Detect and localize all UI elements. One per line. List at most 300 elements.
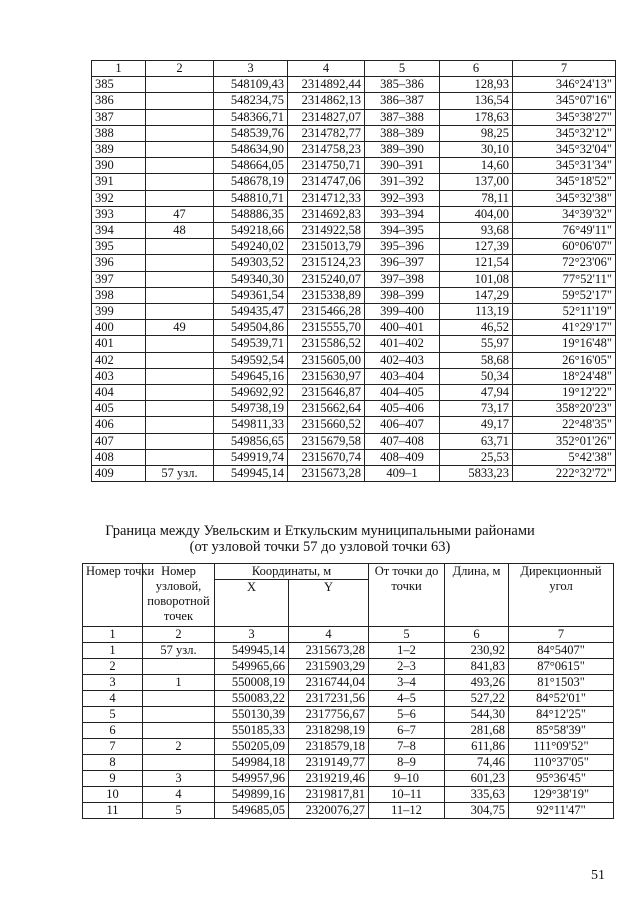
cell-x: 550185,33 — [215, 723, 289, 739]
cell-direction-angle: 60°06'07" — [513, 239, 616, 255]
column-number-row — [83, 627, 614, 643]
column-number-row — [92, 61, 616, 77]
table-row — [83, 643, 614, 659]
cell-node-number — [143, 723, 215, 739]
cell-direction-angle: 110°37'05" — [509, 755, 614, 771]
cell-length: 101,08 — [440, 271, 513, 287]
cell-x: 549435,47 — [214, 304, 288, 320]
cell-point-number: 389 — [92, 142, 146, 158]
cell-length: 73,17 — [440, 401, 513, 417]
cell-direction-angle: 129°38'19" — [509, 787, 614, 803]
cell-point-number: 11 — [83, 803, 143, 819]
cell-point-number: 388 — [92, 125, 146, 141]
cell-x: 548539,76 — [214, 125, 288, 141]
cell-length: 78,11 — [440, 190, 513, 206]
cell-node-number — [146, 449, 214, 465]
cell-node-number: 57 узл. — [146, 466, 214, 482]
cell-x: 549504,86 — [214, 320, 288, 336]
table-row — [92, 466, 616, 482]
cell-segment: 1–2 — [369, 643, 445, 659]
cell-length: 5833,23 — [440, 466, 513, 482]
cell-direction-angle: 84°5407" — [509, 643, 614, 659]
cell-length: 49,17 — [440, 417, 513, 433]
cell-x: 549218,66 — [214, 223, 288, 239]
cell-point-number: 404 — [92, 385, 146, 401]
cell-direction-angle: 345°31'34" — [513, 158, 616, 174]
cell-point-number: 9 — [83, 771, 143, 787]
cell-segment: 401–402 — [365, 336, 440, 352]
cell-y: 2315555,70 — [288, 320, 365, 336]
cell-segment: 403–404 — [365, 368, 440, 384]
cell-x: 549240,02 — [214, 239, 288, 255]
cell-segment: 409–1 — [365, 466, 440, 482]
cell-x: 549945,14 — [215, 643, 289, 659]
cell-direction-angle: 352°01'26" — [513, 433, 616, 449]
cell-point-number: 400 — [92, 320, 146, 336]
table-row — [92, 385, 616, 401]
cell-segment: 394–395 — [365, 223, 440, 239]
coordinates-table-body — [92, 61, 616, 482]
cell-segment: 406–407 — [365, 417, 440, 433]
cell-length: 93,68 — [440, 223, 513, 239]
cell-segment: 404–405 — [365, 385, 440, 401]
cell-y: 2315673,28 — [288, 466, 365, 482]
cell-direction-angle: 84°52'01" — [509, 691, 614, 707]
cell-x: 549984,18 — [215, 755, 289, 771]
cell-x: 548664,05 — [214, 158, 288, 174]
cell-length: 63,71 — [440, 433, 513, 449]
boundary-coordinates-table — [82, 563, 614, 819]
table-row — [83, 723, 614, 739]
cell-x: 549945,14 — [214, 466, 288, 482]
cell-y: 2315646,87 — [288, 385, 365, 401]
table-row — [92, 368, 616, 384]
cell-length: 25,53 — [440, 449, 513, 465]
cell-node-number — [143, 707, 215, 723]
column-number: 7 — [513, 61, 616, 77]
cell-node-number — [146, 336, 214, 352]
cell-length: 50,34 — [440, 368, 513, 384]
cell-node-number — [146, 417, 214, 433]
cell-y: 2314712,33 — [288, 190, 365, 206]
cell-y: 2315466,28 — [288, 304, 365, 320]
cell-node-number: 57 узл. — [143, 643, 215, 659]
cell-y: 2314827,07 — [288, 109, 365, 125]
cell-node-number — [146, 287, 214, 303]
cell-x: 550008,19 — [215, 675, 289, 691]
cell-node-number — [146, 142, 214, 158]
cell-direction-angle: 22°48'35" — [513, 417, 616, 433]
cell-y: 2314692,83 — [288, 206, 365, 222]
cell-y: 2315670,74 — [288, 449, 365, 465]
table-row — [92, 190, 616, 206]
cell-point-number: 408 — [92, 449, 146, 465]
cell-node-number — [146, 125, 214, 141]
cell-segment: 386–387 — [365, 93, 440, 109]
cell-length: 178,63 — [440, 109, 513, 125]
column-number: 6 — [445, 627, 509, 643]
cell-direction-angle: 85°58'39" — [509, 723, 614, 739]
column-number: 6 — [440, 61, 513, 77]
table-row — [92, 417, 616, 433]
cell-point-number: 7 — [83, 739, 143, 755]
table-row — [92, 223, 616, 239]
cell-x: 550205,09 — [215, 739, 289, 755]
cell-node-number — [146, 368, 214, 384]
cell-length: 137,00 — [440, 174, 513, 190]
cell-segment: 388–389 — [365, 125, 440, 141]
cell-length: 493,26 — [445, 675, 509, 691]
cell-length: 611,86 — [445, 739, 509, 755]
cell-node-number — [146, 93, 214, 109]
cell-y: 2314747,06 — [288, 174, 365, 190]
cell-y: 2318298,19 — [289, 723, 369, 739]
cell-point-number: 3 — [83, 675, 143, 691]
cell-x: 549919,74 — [214, 449, 288, 465]
table-row — [92, 142, 616, 158]
cell-segment: 389–390 — [365, 142, 440, 158]
table-row — [83, 803, 614, 819]
boundary-table-body — [83, 564, 614, 819]
table-row — [92, 449, 616, 465]
header-point-number: Номер точки — [83, 564, 143, 627]
cell-x: 550083,22 — [215, 691, 289, 707]
cell-segment: 398–399 — [365, 287, 440, 303]
cell-point-number: 403 — [92, 368, 146, 384]
cell-point-number: 402 — [92, 352, 146, 368]
cell-point-number: 399 — [92, 304, 146, 320]
column-number: 2 — [143, 627, 215, 643]
caption-subtitle: (от узловой точки 57 до узловой точки 63) — [189, 539, 451, 555]
cell-node-number — [143, 659, 215, 675]
cell-point-number: 397 — [92, 271, 146, 287]
table-row — [92, 336, 616, 352]
cell-x: 548886,35 — [214, 206, 288, 222]
cell-direction-angle: 72°23'06" — [513, 255, 616, 271]
cell-direction-angle: 92°11'47" — [509, 803, 614, 819]
coordinates-table-continued — [91, 60, 616, 482]
cell-length: 281,68 — [445, 723, 509, 739]
cell-point-number: 392 — [92, 190, 146, 206]
column-number: 4 — [289, 627, 369, 643]
cell-node-number: 49 — [146, 320, 214, 336]
column-number: 3 — [214, 61, 288, 77]
cell-segment: 390–391 — [365, 158, 440, 174]
table-row — [92, 320, 616, 336]
cell-node-number — [146, 385, 214, 401]
cell-direction-angle: 222°32'72" — [513, 466, 616, 482]
cell-node-number: 5 — [143, 803, 215, 819]
cell-node-number: 3 — [143, 771, 215, 787]
cell-node-number — [146, 401, 214, 417]
cell-x: 549965,66 — [215, 659, 289, 675]
cell-y: 2315660,52 — [288, 417, 365, 433]
table-row — [83, 675, 614, 691]
cell-length: 601,23 — [445, 771, 509, 787]
cell-point-number: 385 — [92, 77, 146, 93]
cell-direction-angle: 5°42'38" — [513, 449, 616, 465]
cell-node-number — [146, 304, 214, 320]
table-row — [92, 287, 616, 303]
cell-direction-angle: 59°52'17" — [513, 287, 616, 303]
table-row — [92, 77, 616, 93]
cell-node-number — [146, 190, 214, 206]
cell-point-number: 398 — [92, 287, 146, 303]
header-node-number: Номер узловой, поворотной точек — [143, 564, 215, 627]
cell-y: 2315903,29 — [289, 659, 369, 675]
cell-point-number: 394 — [92, 223, 146, 239]
column-number: 5 — [369, 627, 445, 643]
cell-node-number — [146, 158, 214, 174]
cell-direction-angle: 87°0615" — [509, 659, 614, 675]
cell-segment: 399–400 — [365, 304, 440, 320]
cell-length: 58,68 — [440, 352, 513, 368]
cell-length: 113,19 — [440, 304, 513, 320]
table-header-row — [83, 564, 614, 580]
cell-segment: 10–11 — [369, 787, 445, 803]
cell-y: 2319149,77 — [289, 755, 369, 771]
cell-y: 2315662,64 — [288, 401, 365, 417]
cell-point-number: 10 — [83, 787, 143, 803]
cell-y: 2315673,28 — [289, 643, 369, 659]
cell-x: 549899,16 — [215, 787, 289, 803]
cell-segment: 400–401 — [365, 320, 440, 336]
cell-length: 147,29 — [440, 287, 513, 303]
cell-length: 121,54 — [440, 255, 513, 271]
header-coordinates: Координаты, м — [215, 564, 369, 580]
cell-y: 2315013,79 — [288, 239, 365, 255]
cell-point-number: 2 — [83, 659, 143, 675]
cell-y: 2319219,46 — [289, 771, 369, 787]
cell-direction-angle: 26°16'05" — [513, 352, 616, 368]
cell-y: 2314862,13 — [288, 93, 365, 109]
table-row — [83, 691, 614, 707]
cell-direction-angle: 41°29'17" — [513, 320, 616, 336]
cell-x: 550130,39 — [215, 707, 289, 723]
cell-segment: 393–394 — [365, 206, 440, 222]
cell-point-number: 386 — [92, 93, 146, 109]
page-number: 51 — [591, 868, 605, 883]
cell-y: 2317231,56 — [289, 691, 369, 707]
table-row — [92, 125, 616, 141]
cell-point-number: 406 — [92, 417, 146, 433]
cell-segment: 7–8 — [369, 739, 445, 755]
cell-x: 548678,19 — [214, 174, 288, 190]
cell-y: 2315240,07 — [288, 271, 365, 287]
cell-point-number: 8 — [83, 755, 143, 771]
cell-point-number: 407 — [92, 433, 146, 449]
header-y: Y — [289, 580, 369, 627]
column-number: 4 — [288, 61, 365, 77]
cell-y: 2314922,58 — [288, 223, 365, 239]
cell-node-number — [143, 691, 215, 707]
cell-segment: 392–393 — [365, 190, 440, 206]
cell-direction-angle: 345°38'27" — [513, 109, 616, 125]
table-row — [92, 109, 616, 125]
cell-segment: 396–397 — [365, 255, 440, 271]
table-row — [83, 771, 614, 787]
cell-length: 136,54 — [440, 93, 513, 109]
cell-length: 55,97 — [440, 336, 513, 352]
cell-y: 2315605,00 — [288, 352, 365, 368]
cell-segment: 2–3 — [369, 659, 445, 675]
cell-length: 527,22 — [445, 691, 509, 707]
table-row — [92, 158, 616, 174]
cell-segment: 8–9 — [369, 755, 445, 771]
cell-x: 548810,71 — [214, 190, 288, 206]
cell-x: 549340,30 — [214, 271, 288, 287]
cell-y: 2315338,89 — [288, 287, 365, 303]
column-number: 1 — [83, 627, 143, 643]
cell-direction-angle: 81°1503" — [509, 675, 614, 691]
cell-x: 549539,71 — [214, 336, 288, 352]
cell-length: 98,25 — [440, 125, 513, 141]
column-number: 2 — [146, 61, 214, 77]
cell-length: 74,46 — [445, 755, 509, 771]
column-number: 1 — [92, 61, 146, 77]
cell-segment: 405–406 — [365, 401, 440, 417]
cell-direction-angle: 345°32'04" — [513, 142, 616, 158]
cell-length: 544,30 — [445, 707, 509, 723]
cell-node-number — [146, 239, 214, 255]
cell-direction-angle: 345°32'38" — [513, 190, 616, 206]
cell-node-number — [146, 271, 214, 287]
cell-x: 549811,33 — [214, 417, 288, 433]
cell-direction-angle: 345°32'12" — [513, 125, 616, 141]
header-direction-angle: Дирекционный угол — [509, 564, 614, 627]
table-row — [92, 206, 616, 222]
cell-point-number: 1 — [83, 643, 143, 659]
cell-segment: 5–6 — [369, 707, 445, 723]
table-row — [83, 755, 614, 771]
cell-length: 841,83 — [445, 659, 509, 675]
cell-direction-angle: 34°39'32" — [513, 206, 616, 222]
header-from-point: От точки до точки — [369, 564, 445, 627]
table-row — [92, 433, 616, 449]
caption-title: Граница между Увельским и Еткульским муниципальными районами — [105, 523, 535, 539]
cell-segment: 4–5 — [369, 691, 445, 707]
cell-point-number: 405 — [92, 401, 146, 417]
table-row — [92, 352, 616, 368]
table-row — [92, 174, 616, 190]
cell-x: 549685,05 — [215, 803, 289, 819]
table-row — [92, 239, 616, 255]
cell-point-number: 391 — [92, 174, 146, 190]
cell-node-number: 48 — [146, 223, 214, 239]
cell-segment: 397–398 — [365, 271, 440, 287]
cell-y: 2315630,97 — [288, 368, 365, 384]
cell-segment: 407–408 — [365, 433, 440, 449]
cell-length: 128,93 — [440, 77, 513, 93]
cell-x: 549303,52 — [214, 255, 288, 271]
cell-length: 30,10 — [440, 142, 513, 158]
cell-length: 304,75 — [445, 803, 509, 819]
table-row — [92, 93, 616, 109]
cell-y: 2315679,58 — [288, 433, 365, 449]
table-row — [83, 739, 614, 755]
cell-point-number: 409 — [92, 466, 146, 482]
cell-x: 549856,65 — [214, 433, 288, 449]
cell-y: 2315586,52 — [288, 336, 365, 352]
cell-point-number: 6 — [83, 723, 143, 739]
cell-direction-angle: 19°16'48" — [513, 336, 616, 352]
cell-point-number: 387 — [92, 109, 146, 125]
cell-node-number: 1 — [143, 675, 215, 691]
cell-x: 549592,54 — [214, 352, 288, 368]
cell-length: 46,52 — [440, 320, 513, 336]
cell-node-number — [146, 174, 214, 190]
cell-y: 2315124,23 — [288, 255, 365, 271]
cell-direction-angle: 358°20'23" — [513, 401, 616, 417]
cell-node-number — [146, 433, 214, 449]
cell-segment: 11–12 — [369, 803, 445, 819]
cell-length: 14,60 — [440, 158, 513, 174]
cell-x: 548109,43 — [214, 77, 288, 93]
cell-point-number: 5 — [83, 707, 143, 723]
cell-direction-angle: 18°24'48" — [513, 368, 616, 384]
cell-node-number: 4 — [143, 787, 215, 803]
table-row — [92, 304, 616, 320]
cell-point-number: 401 — [92, 336, 146, 352]
cell-x: 549738,19 — [214, 401, 288, 417]
cell-segment: 402–403 — [365, 352, 440, 368]
cell-length: 47,94 — [440, 385, 513, 401]
cell-segment: 391–392 — [365, 174, 440, 190]
cell-node-number — [143, 755, 215, 771]
cell-segment: 387–388 — [365, 109, 440, 125]
cell-x: 548366,71 — [214, 109, 288, 125]
cell-direction-angle: 84°12'25" — [509, 707, 614, 723]
cell-point-number: 393 — [92, 206, 146, 222]
section-caption — [0, 523, 640, 555]
cell-point-number: 4 — [83, 691, 143, 707]
cell-x: 549692,92 — [214, 385, 288, 401]
cell-y: 2314758,23 — [288, 142, 365, 158]
cell-y: 2314750,71 — [288, 158, 365, 174]
cell-length: 404,00 — [440, 206, 513, 222]
cell-x: 549645,16 — [214, 368, 288, 384]
table-row — [83, 787, 614, 803]
cell-x: 548634,90 — [214, 142, 288, 158]
cell-y: 2317756,67 — [289, 707, 369, 723]
cell-length: 335,63 — [445, 787, 509, 803]
cell-y: 2316744,04 — [289, 675, 369, 691]
cell-length: 230,92 — [445, 643, 509, 659]
cell-node-number: 2 — [143, 739, 215, 755]
table-row — [83, 659, 614, 675]
cell-point-number: 395 — [92, 239, 146, 255]
column-number: 7 — [509, 627, 614, 643]
cell-segment: 6–7 — [369, 723, 445, 739]
cell-direction-angle: 76°49'11" — [513, 223, 616, 239]
cell-segment: 385–386 — [365, 77, 440, 93]
cell-direction-angle: 77°52'11" — [513, 271, 616, 287]
cell-x: 549957,96 — [215, 771, 289, 787]
cell-direction-angle: 95°36'45" — [509, 771, 614, 787]
cell-node-number: 47 — [146, 206, 214, 222]
column-number: 5 — [365, 61, 440, 77]
cell-direction-angle: 345°07'16" — [513, 93, 616, 109]
cell-y: 2314892,44 — [288, 77, 365, 93]
cell-y: 2318579,18 — [289, 739, 369, 755]
cell-segment: 9–10 — [369, 771, 445, 787]
column-number: 3 — [215, 627, 289, 643]
cell-segment: 408–409 — [365, 449, 440, 465]
cell-point-number: 396 — [92, 255, 146, 271]
cell-point-number: 390 — [92, 158, 146, 174]
cell-x: 548234,75 — [214, 93, 288, 109]
header-x: X — [215, 580, 289, 627]
